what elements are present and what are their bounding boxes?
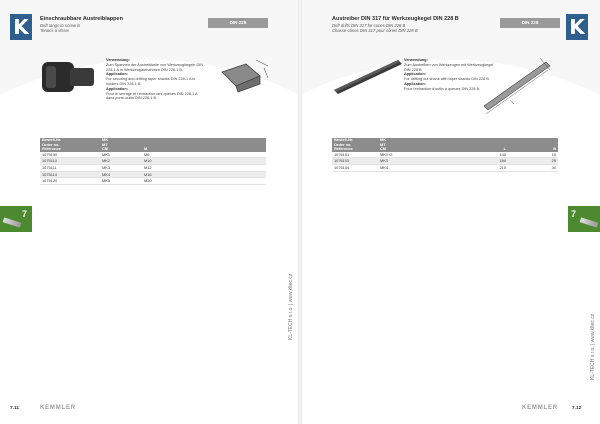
description (106, 58, 206, 101)
page-subtitle-fr: Tenons à visser (40, 28, 70, 33)
product-table (332, 138, 558, 172)
desc-text: For drifting out shank with taper shanks DIN 228 B. (404, 77, 490, 82)
desc-text: Pour le serrage et l'extraction des queues DIN 228-1 A dans porte-outils DIN 228-1 B. (106, 91, 198, 101)
table-row: 1075110 MK2 M10 (40, 158, 266, 165)
drill-icon (3, 217, 22, 227)
brand-wordmark: KEMMLER (40, 405, 76, 411)
desc-heading: Verwendung: (106, 58, 130, 62)
desc-heading: Application: (106, 86, 128, 91)
page-subtitle-en: Drift tangs to screw in (40, 23, 81, 28)
table-row: 1075120 MK5 M20 (40, 178, 266, 185)
desc-heading: Verwendung: (404, 58, 428, 62)
website-text: KL-TECH s.r.o. | www.kltec.cz (590, 313, 596, 380)
desc-heading: Application: (404, 81, 426, 86)
brand-wordmark: KEMMLER (522, 405, 558, 411)
spine-gutter (298, 0, 302, 424)
right-page (300, 0, 600, 424)
desc-text: Pour l'extraction d'outils à queues DIN 228 B. (404, 86, 481, 91)
table-row: 1076101 MK1+2 140 15 (334, 151, 556, 157)
table-row: 1075111 MK3 M12 (40, 164, 266, 171)
drift-tang-photo (40, 58, 100, 98)
table-row: 1075114 MK4 M16 (40, 171, 266, 178)
chapter-number: 7 (571, 209, 577, 219)
table-header-row: Bestell-Nr. Order no. Référence MK MT CM M (40, 138, 266, 152)
page-subtitle-fr: Chasse-cônes DIN 317 pour cônes DIN 228 B (332, 28, 418, 33)
desc-heading: Application: (404, 72, 426, 77)
kemmler-logo: K (566, 14, 588, 40)
technical-drawing (216, 56, 272, 98)
table-header-row: Bestell-Nr. Order no. Référence MK MT CM L B (334, 137, 556, 152)
desc-text: Zum Austreiben von Werkzeugen mit Werkzeugkegel DIN 228 B. (404, 62, 494, 72)
page-number: 7.11 (10, 406, 20, 411)
din-badge: DIN 228 (208, 18, 268, 28)
desc-text: Zum Spannen der Austreibkeile von Werkzeugkegeln DIN 228-1 A in Werkzeugaufnahmen DIN 228-1 B. (106, 62, 204, 72)
chapter-number: 7 (22, 209, 28, 219)
table-row: 1076103 MK3 180 25 (334, 158, 556, 164)
desc-heading: Application: (106, 72, 128, 77)
drill-icon (580, 217, 599, 227)
chapter-tab[interactable] (0, 206, 32, 232)
din-badge: DIN 228 (500, 18, 560, 28)
desc-text: For securing and drifting taper shanks DIN 228-1 A in holders DIN 228-1 B. (106, 77, 196, 86)
product-table (40, 138, 266, 185)
drift-wedge-photo (330, 56, 404, 96)
page-title: Austreiber DIN 317 für Werkzeugkegel DIN 228 B (332, 16, 459, 22)
technical-drawing (480, 56, 554, 118)
website-text: KL-TECH s.r.o. | www.kltec.cz (288, 273, 294, 340)
chapter-tab[interactable] (568, 206, 600, 232)
page-number: 7.12 (572, 406, 582, 411)
table-row: 1075100 MK1 M6 (40, 152, 266, 158)
page-subtitle-en: Drift drifts DIN 317 for cones DIN 228 B (332, 23, 406, 28)
kemmler-logo: K (10, 14, 32, 40)
table-row: 1076104 MK4 210 30 (334, 164, 556, 170)
page-title: Einschraubbare Austreiblappen (40, 16, 123, 22)
